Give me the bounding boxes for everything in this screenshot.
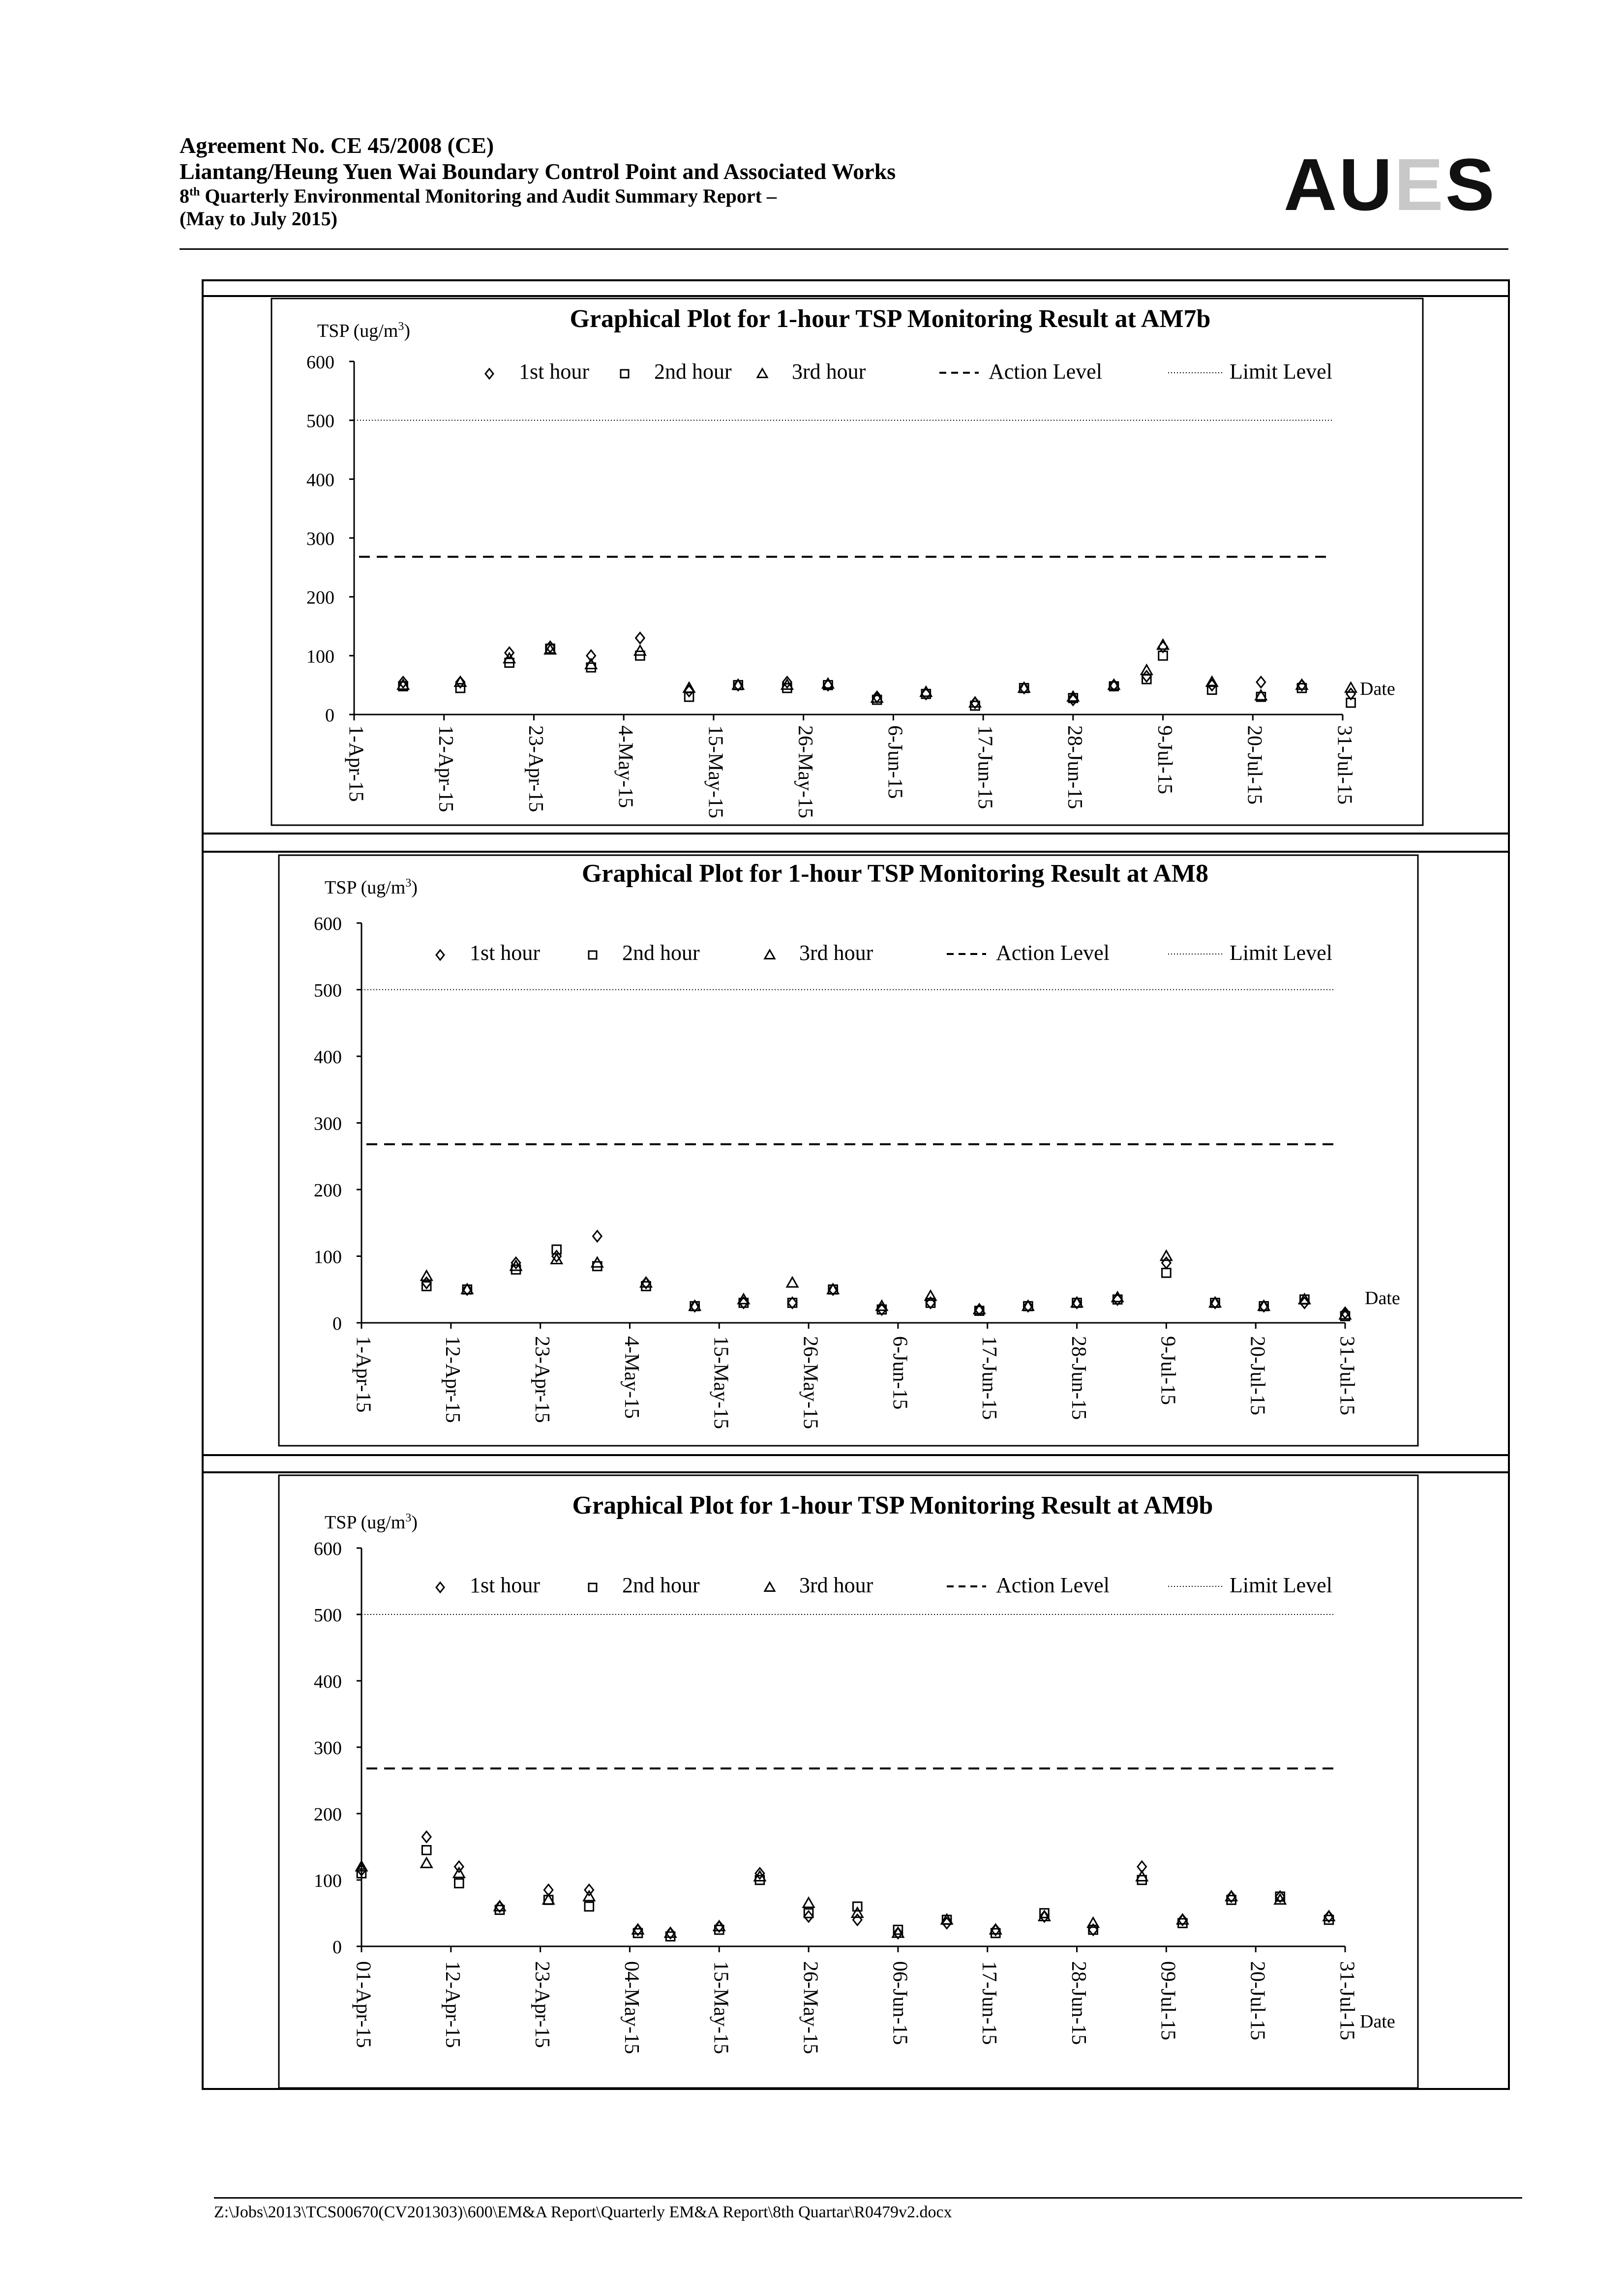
x-tick-label: 12-Apr-15 <box>434 725 457 812</box>
aues-logo <box>1284 143 1497 226</box>
y-tick-label: 300 <box>314 1738 342 1759</box>
logo-part-s: S <box>1445 143 1497 226</box>
legend-label: 1st hour <box>470 1573 540 1597</box>
report-period: (May to July 2015) <box>180 207 338 230</box>
x-tick-label: 15-May-15 <box>709 1961 732 2054</box>
x-tick-label: 4-May-15 <box>614 725 637 808</box>
legend-label: 3rd hour <box>792 359 866 384</box>
chart-title: Graphical Plot for 1-hour TSP Monitoring Result at AM7b <box>570 305 1211 333</box>
x-tick-label: 4-May-15 <box>620 1336 643 1419</box>
table-row-divider <box>202 1454 1510 1456</box>
legend-label: 3rd hour <box>799 941 873 965</box>
x-tick-label: 31-Jul-15 <box>1335 1961 1358 2040</box>
logo-part-e: E <box>1394 143 1445 226</box>
x-tick-label: 26-May-15 <box>793 725 816 818</box>
x-tick-label: 23-Apr-15 <box>530 1961 553 2048</box>
x-tick-label: 1-Apr-15 <box>352 1336 375 1413</box>
chart-title: Graphical Plot for 1-hour TSP Monitoring Result at AM9b <box>572 1491 1213 1520</box>
x-tick-label: 12-Apr-15 <box>441 1961 464 2048</box>
y-tick-label: 300 <box>314 1113 342 1134</box>
y-tick-label: 500 <box>314 980 342 1001</box>
legend-label: Limit Level <box>1230 359 1332 384</box>
footer-rule <box>214 2197 1522 2199</box>
header-rule <box>180 248 1508 250</box>
logo-part-au: AU <box>1284 143 1394 226</box>
y-tick-label: 600 <box>306 352 334 373</box>
y-tick-label: 500 <box>306 411 334 432</box>
y-tick-label: 200 <box>306 587 334 608</box>
report-number-suffix: th <box>189 185 200 199</box>
x-tick-label: 20-Jul-15 <box>1246 1961 1269 2040</box>
x-tick-label: 01-Apr-15 <box>352 1961 375 2048</box>
y-tick-label: 600 <box>314 914 342 934</box>
x-tick-label: 9-Jul-15 <box>1153 725 1176 794</box>
x-tick-label: 23-Apr-15 <box>524 725 547 812</box>
y-tick-label: 200 <box>314 1804 342 1825</box>
x-tick-label: 31-Jul-15 <box>1335 1336 1358 1415</box>
chart-title: Graphical Plot for 1-hour TSP Monitoring Result at AM8 <box>581 860 1209 888</box>
y-tick-label: 400 <box>306 470 334 491</box>
x-tick-label: 12-Apr-15 <box>441 1336 464 1423</box>
y-tick-label: 0 <box>332 1937 342 1958</box>
y-tick-label: 0 <box>332 1313 342 1334</box>
table-row-divider <box>202 295 1510 297</box>
table-row-divider <box>202 851 1510 853</box>
x-tick-label: 15-May-15 <box>709 1336 732 1429</box>
x-tick-label: 9-Jul-15 <box>1156 1336 1179 1405</box>
legend-label: 2nd hour <box>622 941 700 965</box>
legend-label: 1st hour <box>470 941 540 965</box>
x-tick-label: 23-Apr-15 <box>530 1336 553 1423</box>
x-tick-label: 17-Jun-15 <box>973 725 996 809</box>
x-axis-label: Date <box>1360 679 1395 699</box>
x-tick-label: 6-Jun-15 <box>883 725 906 799</box>
agreement-line: Agreement No. CE 45/2008 (CE) <box>180 133 494 158</box>
x-tick-label: 1-Apr-15 <box>344 725 367 802</box>
y-tick-label: 100 <box>314 1247 342 1268</box>
legend-label: Action Level <box>996 1573 1110 1597</box>
x-tick-label: 20-Jul-15 <box>1243 725 1266 805</box>
y-axis-label: TSP $(ug/m^3)$ <box>317 320 410 341</box>
y-axis-label: TSP $(ug/m^3)$ <box>325 1512 418 1533</box>
y-tick-label: 500 <box>314 1605 342 1626</box>
x-tick-label: 26-May-15 <box>799 1336 822 1429</box>
table-row-divider <box>202 833 1510 835</box>
y-tick-label: 200 <box>314 1180 342 1201</box>
report-number: 8 <box>180 184 189 207</box>
x-tick-label: 15-May-15 <box>704 725 727 818</box>
x-tick-label: 28-Jun-15 <box>1067 1961 1090 2045</box>
y-axis-label: TSP $(ug/m^3)$ <box>325 877 418 898</box>
legend-label: Action Level <box>989 359 1102 384</box>
y-tick-label: 400 <box>314 1671 342 1692</box>
x-tick-label: 26-May-15 <box>799 1961 822 2054</box>
x-tick-label: 20-Jul-15 <box>1246 1336 1269 1415</box>
x-tick-label: 31-Jul-15 <box>1333 725 1356 805</box>
legend-label: Limit Level <box>1230 941 1332 965</box>
legend-label: Action Level <box>996 941 1110 965</box>
y-tick-label: 600 <box>314 1539 342 1559</box>
x-tick-label: 17-Jun-15 <box>978 1961 1001 2045</box>
chart-am9b <box>278 1474 1429 2089</box>
x-axis-label: Date <box>1365 1288 1400 1309</box>
y-tick-label: 100 <box>306 646 334 667</box>
chart-am8 <box>278 854 1429 1447</box>
legend-label: Limit Level <box>1230 1573 1332 1597</box>
x-tick-label: 28-Jun-15 <box>1063 725 1086 809</box>
x-tick-label: 06-Jun-15 <box>888 1961 911 2045</box>
x-tick-label: 28-Jun-15 <box>1067 1336 1090 1420</box>
x-tick-label: 6-Jun-15 <box>888 1336 911 1410</box>
chart-am7b <box>271 298 1431 826</box>
project-title: Liantang/Heung Yuen Wai Boundary Control Point and Associated Works <box>180 158 896 184</box>
x-axis-label: Date <box>1360 2011 1395 2032</box>
y-tick-label: 300 <box>306 529 334 549</box>
legend-label: 1st hour <box>519 359 589 384</box>
y-tick-label: 0 <box>325 705 334 726</box>
x-tick-label: 04-May-15 <box>620 1961 643 2054</box>
x-tick-label: 09-Jul-15 <box>1156 1961 1179 2040</box>
y-tick-label: 100 <box>314 1871 342 1891</box>
y-tick-label: 400 <box>314 1047 342 1068</box>
legend-label: 3rd hour <box>799 1573 873 1597</box>
report-title-text: Quarterly Environmental Monitoring and Audit Summary Report – <box>200 184 777 207</box>
x-tick-label: 17-Jun-15 <box>978 1336 1001 1420</box>
table-row-divider <box>202 1471 1510 1473</box>
legend-label: 2nd hour <box>654 359 732 384</box>
legend-label: 2nd hour <box>622 1573 700 1597</box>
footer-file-path: Z:\Jobs\2013\TCS00670(CV201303)\600\EM&A Report\Quarterly EM&A Report\8th Quartar\R0479v2.docx <box>214 2203 952 2221</box>
